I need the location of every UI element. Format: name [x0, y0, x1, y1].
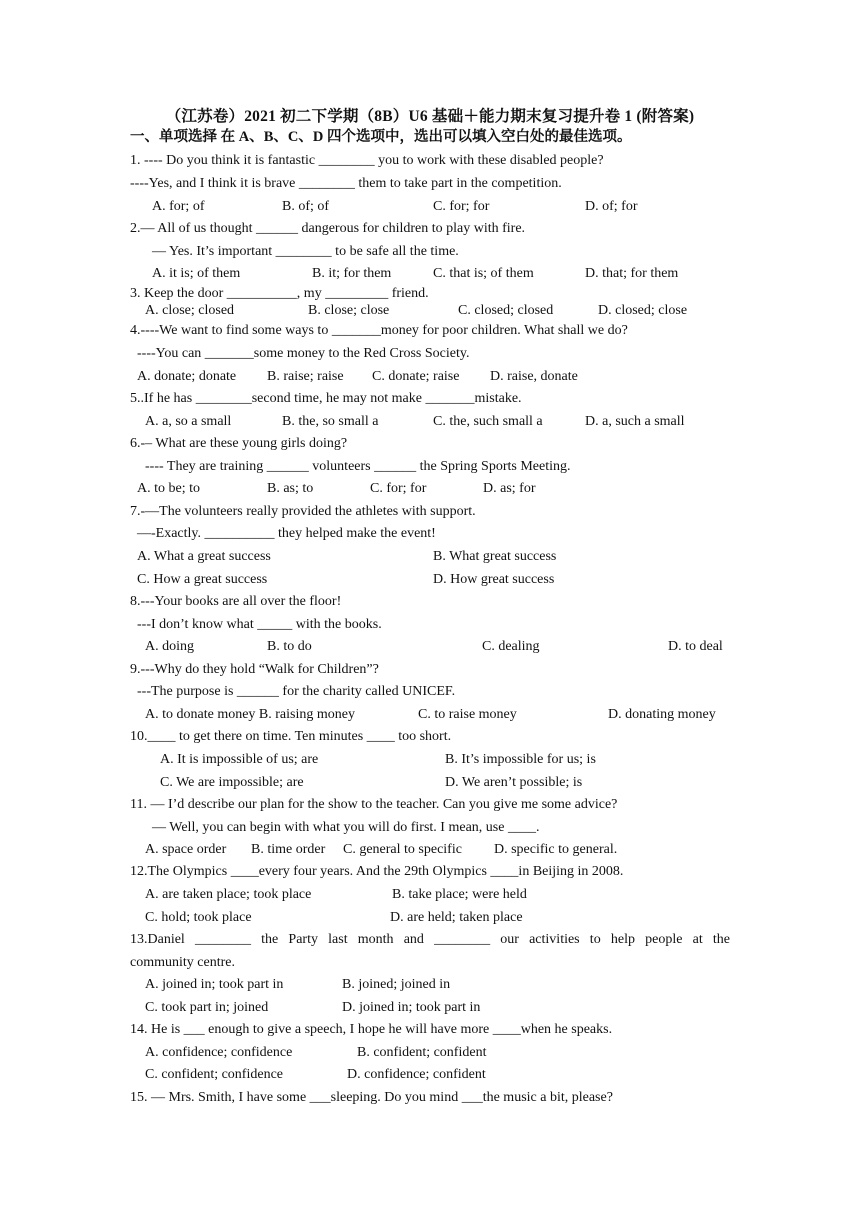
question-3-stem: 3. Keep the door __________, my _________ friend.	[130, 286, 429, 301]
question-7-option-b: B. What great success	[433, 549, 557, 564]
question-15-stem: 15. — Mrs. Smith, I have some ___sleeping. Do you mind ___the music a bit, please?	[130, 1090, 613, 1105]
question-11-option-b: B. time order	[251, 842, 326, 857]
question-4-option-a: A. donate; donate	[137, 369, 237, 384]
question-11-option-a: A. space order	[145, 842, 227, 857]
question-11-option-d: D. specific to general.	[494, 842, 618, 857]
question-6-option-c: C. for; for	[370, 481, 427, 496]
question-8-line: ---I don’t know what _____ with the books.	[137, 617, 382, 632]
question-10-option-a: A. It is impossible of us; are	[160, 752, 319, 767]
question-12-option-a: A. are taken place; took place	[145, 887, 312, 902]
question-4-line: ----You can _______some money to the Red Cross Society.	[137, 346, 470, 361]
question-6-option-a: A. to be; to	[137, 481, 200, 496]
document-title: （江苏卷）2021 初二下学期（8B）U6 基础＋能力期末复习提升卷 1 (附答案)	[165, 108, 695, 125]
question-14-option-c: C. confident; confidence	[145, 1067, 284, 1082]
question-8-option-a: A. doing	[145, 639, 194, 654]
question-7-stem: 7.-—The volunteers really provided the athletes with support.	[130, 504, 476, 519]
question-5-option-d: D. a, such a small	[585, 414, 685, 429]
question-14-stem: 14. He is ___ enough to give a speech, I hope he will have more ____when he speaks.	[130, 1022, 613, 1037]
question-9-option-d: D. donating money	[608, 707, 716, 722]
question-1-line: ----Yes, and I think it is brave ________ them to take part in the competition.	[130, 176, 562, 191]
question-7-option-d: D. How great success	[433, 572, 555, 587]
question-3-option-a: A. close; closed	[145, 303, 235, 318]
question-2-line: — Yes. It’s important ________ to be safe all the time.	[152, 244, 459, 259]
question-3-option-b: B. close; close	[308, 303, 390, 318]
question-4-stem: 4.----We want to find some ways to _______money for poor children. What shall we do?	[130, 323, 628, 338]
question-4-option-d: D. raise, donate	[490, 369, 578, 384]
question-3-option-d: D. closed; close	[598, 303, 688, 318]
question-6-option-d: D. as; for	[483, 481, 536, 496]
question-9-stem: 9.---Why do they hold “Walk for Children”?	[130, 662, 379, 677]
question-10-option-b: B. It’s impossible for us; is	[445, 752, 596, 767]
question-2-option-c: C. that is; of them	[433, 266, 534, 281]
question-12-option-c: C. hold; took place	[145, 910, 252, 925]
question-8-option-c: C. dealing	[482, 639, 540, 654]
question-8-option-b: B. to do	[267, 639, 312, 654]
question-14-option-d: D. confidence; confident	[347, 1067, 486, 1082]
question-2-stem: 2.— All of us thought ______ dangerous for children to play with fire.	[130, 221, 526, 236]
question-14-option-a: A. confidence; confidence	[145, 1045, 293, 1060]
question-2-option-a: A. it is; of them	[152, 266, 241, 281]
question-5-stem: 5..If he has ________second time, he may not make _______mistake.	[130, 391, 522, 406]
question-12-option-b: B. take place; were held	[392, 887, 527, 902]
question-2-option-b: B. it; for them	[312, 266, 392, 281]
question-1-option-c: C. for; for	[433, 199, 490, 214]
question-10-option-c: C. We are impossible; are	[160, 775, 304, 790]
question-9-line: ---The purpose is ______ for the charity called UNICEF.	[137, 684, 456, 699]
question-11-stem: 11. — I’d describe our plan for the show to the teacher. Can you give me some advice?	[130, 797, 618, 812]
question-10-option-d: D. We aren’t possible; is	[445, 775, 583, 790]
question-11-line: — Well, you can begin with what you will do first. I mean, use ____.	[152, 820, 540, 835]
question-1-option-a: A. for; of	[152, 199, 205, 214]
question-3-option-c: C. closed; closed	[458, 303, 554, 318]
question-1-stem: 1. ---- Do you think it is fantastic ________ you to work with these disabled people?	[130, 153, 604, 168]
question-9-option-c: C. to raise money	[418, 707, 517, 722]
question-5-option-c: C. the, such small a	[433, 414, 543, 429]
question-1-option-d: D. of; for	[585, 199, 638, 214]
question-13-line: community centre.	[130, 955, 235, 970]
question-10-stem: 10.____ to get there on time. Ten minutes ____ too short.	[130, 729, 452, 744]
question-13-option-b: B. joined; joined in	[342, 977, 451, 992]
question-4-option-c: C. donate; raise	[372, 369, 460, 384]
question-7-line: —-Exactly. __________ they helped make the event!	[137, 526, 436, 541]
question-14-option-b: B. confident; confident	[357, 1045, 487, 1060]
question-13-option-d: D. joined in; took part in	[342, 1000, 481, 1015]
question-8-stem: 8.---Your books are all over the floor!	[130, 594, 342, 609]
question-7-option-c: C. How a great success	[137, 572, 268, 587]
question-8-option-d: D. to deal	[668, 639, 723, 654]
question-12-stem: 12.The Olympics ____every four years. And the 29th Olympics ____in Beijing in 2008.	[130, 864, 624, 879]
question-5-option-a: A. a, so a small	[145, 414, 232, 429]
question-13-option-c: C. took part in; joined	[145, 1000, 269, 1015]
question-6-line: ---- They are training ______ volunteers ______ the Spring Sports Meeting.	[145, 459, 571, 474]
question-2-option-d: D. that; for them	[585, 266, 679, 281]
question-6-stem: 6.-– What are these young girls doing?	[130, 436, 348, 451]
question-13-stem: 13.Daniel ________ the Party last month and ________ our activities to help people at the	[130, 932, 730, 947]
question-11-option-c: C. general to specific	[343, 842, 462, 857]
question-6-option-b: B. as; to	[267, 481, 314, 496]
section-heading: 一、单项选择 在 A、B、C、D 四个选项中，选出可以填入空白处的最佳选项。	[130, 129, 632, 145]
question-5-option-b: B. the, so small a	[282, 414, 379, 429]
question-9-option-ab: A. to donate money B. raising money	[145, 707, 355, 722]
question-13-option-a: A. joined in; took part in	[145, 977, 284, 992]
question-4-option-b: B. raise; raise	[267, 369, 344, 384]
question-7-option-a: A. What a great success	[137, 549, 271, 564]
question-12-option-d: D. are held; taken place	[390, 910, 523, 925]
question-1-option-b: B. of; of	[282, 199, 330, 214]
